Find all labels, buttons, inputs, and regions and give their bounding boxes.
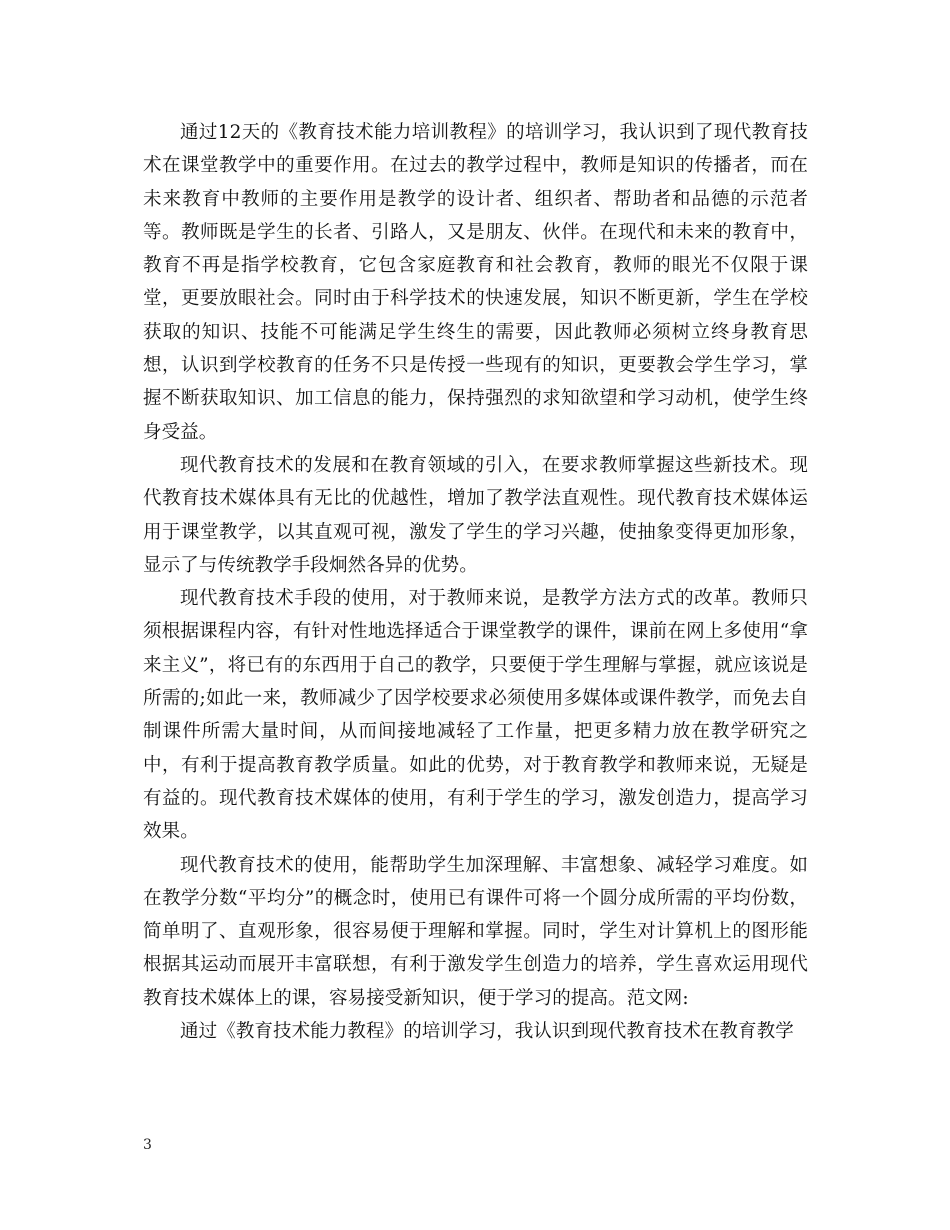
paragraph-5: 通过《教育技术能力教程》的培训学习，我认识到现代教育技术在教育教学: [180, 1021, 794, 1043]
paragraph-2: 现代教育技术的发展和在教育领域的引入，在要求教师掌握这些新技术。现代教育技术媒体具有无比的优越性，增加了教学法直观性。现代教育技术媒体运用于课堂教学，以其直观可视，激发了学生的学习兴趣，使抽象变得更加形象，显示了与传统教学手段炯然各异的优势。: [143, 454, 808, 576]
paragraph-4: 现代教育技术的使用，能帮助学生加深理解、丰富想象、减轻学习难度。如在教学分数“平均分”的概念时，使用已有课件可将一个圆分成所需的平均份数，简单明了、直观形象，很容易便于理解和掌握。同时，学生对计算机上的图形能根据其运动而展开丰富联想，有利于激发学生创造力的培养，学生喜欢运用现代教育技术媒体上的课，容易接受新知识，便于学习的提高。范文网:: [143, 854, 808, 1009]
paragraph-1: 通过12天的《教育技术能力培训教程》的培训学习，我认识到了现代教育技术在课堂教学中的重要作用。在过去的教学过程中，教师是知识的传播者，而在未来教育中教师的主要作用是教学的设计者、组织者、帮助者和品德的示范者等。教师既是学生的长者、引路人，又是朋友、伙伴。在现代和未来的教育中，教育不再是指学校教育，它包含家庭教育和社会教育，教师的眼光不仅限于课堂，更要放眼社会。同时由于科学技术的快速发展，知识不断更新，学生在学校获取的知识、技能不可能满足学生终生的需要，因此教师必须树立终身教育思想，认识到学校教育的任务不只是传授一些现有的知识，更要教会学生学习，掌握不断获取知识、加工信息的能力，保持强烈的求知欲望和学习动机，使学生终身受益。: [143, 122, 808, 443]
paragraph-3: 现代教育技术手段的使用，对于教师来说，是教学方法方式的改革。教师只须根据课程内容，有针对性地选择适合于课堂教学的课件，课前在网上多使用“拿来主义”，将已有的东西用于自己的教学，只要便于学生理解与掌握，就应该说是所需的;如此一来，教师减少了因学校要求必须使用多媒体或课件教学，而免去自制课件所需大量时间，从而间接地减轻了工作量，把更多精力放在教学研究之中，有利于提高教育教学质量。如此的优势，对于教育教学和教师来说，无疑是有益的。现代教育技术媒体的使用，有利于学生的学习，激发创造力，提高学习效果。: [143, 588, 808, 843]
page-number: 3: [143, 1137, 152, 1153]
body-text: [143, 116, 808, 1048]
